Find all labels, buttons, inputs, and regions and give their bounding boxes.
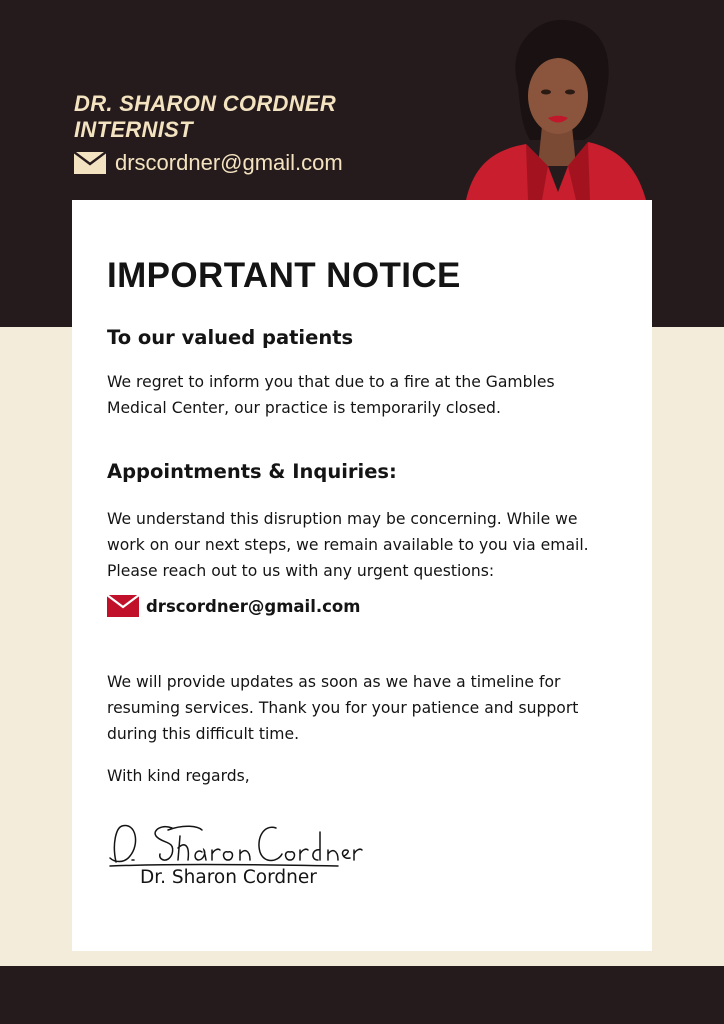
header-email-link[interactable]: drscordner@gmail.com [115, 150, 343, 175]
doctor-name: DR. SHARON CORDNER [74, 91, 337, 116]
signer-name: Dr. Sharon Cordner [140, 867, 317, 888]
handwritten-signature [106, 814, 364, 874]
appointments-paragraph: We understand this disruption may be concerning. While we work on our next steps, we remain available to you via email. Please reach out to us with any urgent questions: [107, 510, 589, 580]
envelope-icon [107, 595, 139, 617]
envelope-icon [74, 152, 106, 174]
notice-title: IMPORTANT NOTICE [107, 256, 461, 295]
greeting-heading: To our valued patients [107, 326, 354, 349]
doctor-header [74, 91, 343, 176]
footer-band [0, 966, 724, 1024]
doctor-portrait [466, 16, 648, 200]
intro-paragraph: We regret to inform you that due to a fire at the Gambles Medical Center, our practice is temporarily closed. [107, 373, 555, 417]
doctor-title: INTERNIST [74, 117, 193, 142]
header-email-row [74, 150, 343, 176]
contact-email-row [107, 595, 360, 617]
contact-email-link[interactable]: drscordner@gmail.com [146, 596, 361, 616]
appointments-heading: Appointments & Inquiries: [107, 460, 397, 483]
regards-text: With kind regards, [107, 767, 250, 785]
notice-card [72, 200, 652, 951]
closing-paragraph: We will provide updates as soon as we have a timeline for resuming services. Thank you for your patience and support during this difficult time. [107, 673, 579, 743]
